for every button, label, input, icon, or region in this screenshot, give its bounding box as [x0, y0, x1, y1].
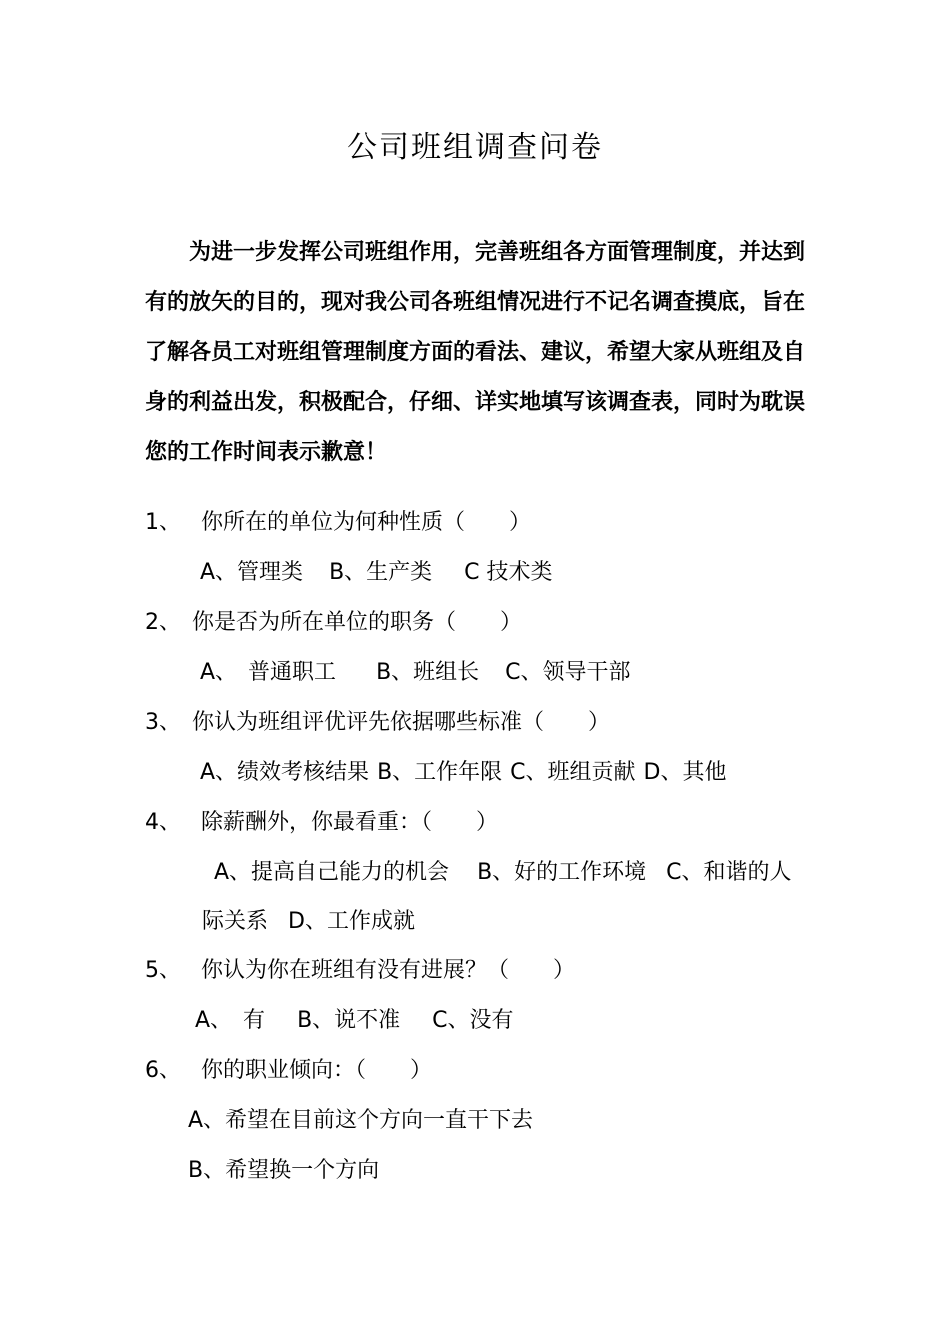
intro-paragraph: 为进一步发挥公司班组作用，完善班组各方面管理制度，并达到有的放矢的目的，现对我公司各班组情况进行不记名调查摸底，旨在了解各员工对班组管理制度方面的看法、建议，希望大家从班组及自身的利益出发，积极配合，仔细、详实地填写该调查表，同时为耽误您的工作时间表示歉意！ [145, 240, 806, 465]
question-1-options [200, 558, 553, 588]
option-a: A、希望在目前这个方向一直干下去 [188, 1108, 534, 1133]
option-c: C、和谐的人 [666, 860, 792, 885]
option-d: D、工作成就 [288, 909, 415, 934]
question-number: 3、 [145, 710, 181, 735]
option-a: A、管理类 [200, 560, 304, 585]
option-c: C 技术类 [464, 560, 553, 585]
question-6-option-b [188, 1156, 379, 1186]
document-title: 公司班组调查问卷 [347, 130, 603, 165]
question-1 [145, 508, 531, 538]
option-b: B、工作年限 [377, 760, 503, 785]
option-d: D、其他 [643, 760, 727, 785]
question-number: 4、 [145, 810, 181, 835]
question-text: 你所在的单位为何种性质（ ） [201, 510, 532, 535]
option-c: C、没有 [432, 1008, 514, 1033]
question-text: 你认为班组评优评先依据哪些标准（ ） [192, 710, 611, 735]
question-text: 你的职业倾向：（ ） [201, 1058, 433, 1083]
question-text: 你认为你在班组有没有进展？（ ） [201, 958, 576, 983]
question-number: 5、 [145, 958, 181, 983]
question-4 [145, 808, 498, 838]
option-b: B、希望换一个方向 [188, 1158, 380, 1183]
question-3 [145, 708, 610, 738]
question-2 [145, 608, 522, 638]
option-a: A、绩效考核结果 [200, 760, 370, 785]
question-text: 你是否为所在单位的职务（ ） [192, 610, 523, 635]
question-6 [145, 1056, 432, 1086]
option-a: A、 有 [195, 1008, 266, 1033]
option-c: C、班组贡献 [510, 760, 636, 785]
option-c-cont: 际关系 [202, 909, 269, 934]
option-a: A、 普通职工 [200, 660, 337, 685]
question-3-options [200, 758, 726, 788]
option-b: B、班组长 [376, 660, 480, 685]
question-6-option-a [188, 1106, 533, 1136]
option-b: B、生产类 [329, 560, 433, 585]
question-2-options [200, 658, 631, 688]
option-b: B、好的工作环境 [477, 860, 647, 885]
question-number: 6、 [145, 1058, 181, 1083]
question-5 [145, 956, 575, 986]
question-number: 1、 [145, 510, 181, 535]
option-c: C、领导干部 [505, 660, 631, 685]
option-b: B、说不准 [297, 1008, 401, 1033]
option-a: A、提高自己能力的机会 [214, 860, 450, 885]
question-4-options [214, 858, 792, 888]
question-5-options [195, 1006, 514, 1036]
question-4-options-cont [202, 907, 415, 937]
question-text: 除薪酬外，你最看重：（ ） [201, 810, 499, 835]
question-number: 2、 [145, 610, 181, 635]
